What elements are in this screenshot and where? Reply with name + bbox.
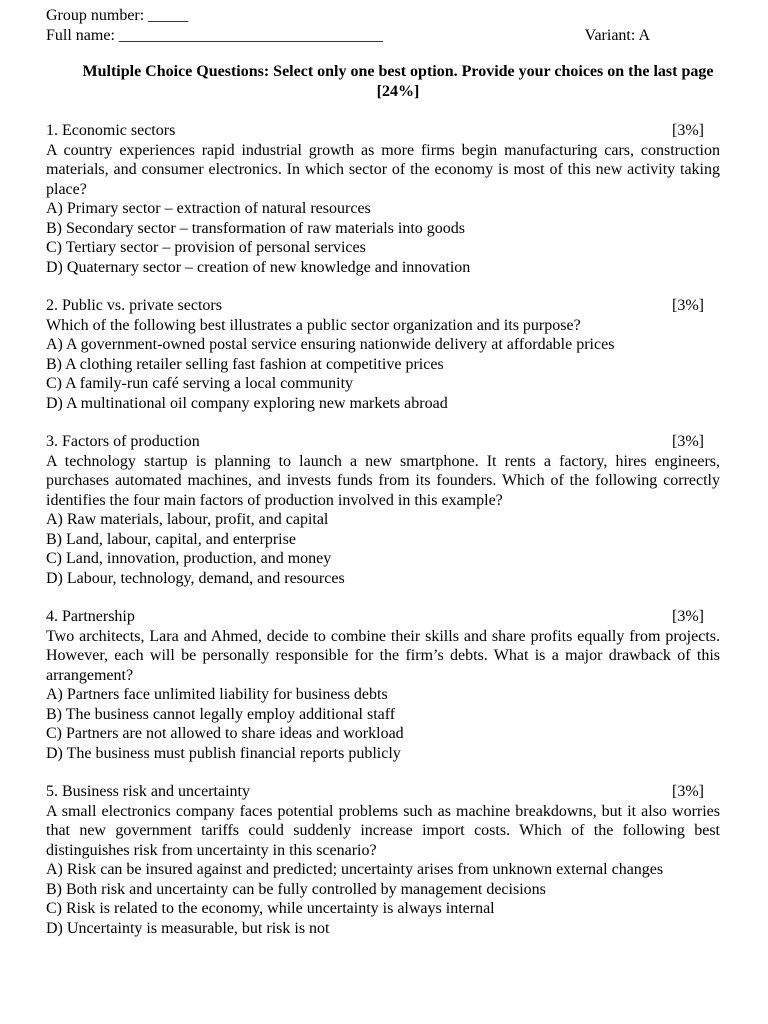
question-header — [46, 121, 720, 141]
question-marks: [3%] — [672, 783, 704, 800]
question-5 — [46, 782, 720, 938]
option-d: D) The business must publish financial reports publicly — [46, 744, 401, 762]
option-b: B) Land, labour, capital, and enterprise — [46, 530, 296, 548]
group-number-field: Group number: _____ — [46, 7, 189, 24]
option-c: C) Tertiary sector – provision of personal services — [46, 239, 366, 256]
option-d: D) Quaternary sector – creation of new knowledge and innovation — [46, 258, 471, 276]
question-title: 3. Factors of production — [46, 433, 200, 450]
question-stem: A small electronics company faces potential problems such as machine breakdowns, but it also worries that new government tariffs could suddenly increase import costs. Which of the following best distinguishes risk from uncertainty in this scenario? — [46, 802, 720, 859]
option-c: C) Risk is related to the economy, while uncertainty is always internal — [46, 900, 495, 917]
exam-page — [46, 6, 720, 938]
option-b: B) The business cannot legally employ additional staff — [46, 705, 396, 723]
option-a: A) Primary sector – extraction of natural resources — [46, 200, 371, 217]
option-d: D) Uncertainty is measurable, but risk is not — [46, 919, 330, 937]
question-stem: Which of the following best illustrates a public sector organization and its purpose? — [46, 316, 581, 334]
option-c: C) Land, innovation, production, and money — [46, 550, 332, 567]
question-1 — [46, 121, 720, 277]
option-b: B) A clothing retailer selling fast fashion at competitive prices — [46, 355, 444, 373]
question-marks: [3%] — [672, 297, 704, 314]
question-header — [46, 296, 720, 316]
question-stem: Two architects, Lara and Ahmed, decide to combine their skills and share profits equally from projects. However, each will be personally responsible for the firm’s debts. What is a major drawback of this arrangement? — [46, 627, 720, 684]
question-4 — [46, 607, 720, 763]
option-d: D) Labour, technology, demand, and resources — [46, 569, 345, 587]
option-b: B) Both risk and uncertainty can be fully controlled by management decisions — [46, 880, 546, 898]
instructions-heading: Multiple Choice Questions: Select only one best option. Provide your choices on the last page [24%] — [82, 63, 714, 100]
full-name-field: Full name: _________________________________ — [46, 27, 383, 44]
question-title: 4. Partnership — [46, 608, 135, 625]
option-a: A) Raw materials, labour, profit, and capital — [46, 511, 329, 528]
option-b: B) Secondary sector – transformation of raw materials into goods — [46, 219, 465, 237]
option-c: C) A family-run café serving a local community — [46, 375, 354, 392]
option-d: D) A multinational oil company exploring new markets abroad — [46, 394, 448, 412]
option-a: A) A government-owned postal service ensuring nationwide delivery at affordable prices — [46, 336, 615, 353]
question-3 — [46, 432, 720, 588]
question-marks: [3%] — [672, 122, 704, 139]
group-number-line — [46, 6, 720, 26]
question-title: 2. Public vs. private sectors — [46, 297, 222, 314]
question-header — [46, 607, 720, 627]
name-variant-line — [46, 26, 720, 46]
question-stem: A technology startup is planning to launch a new smartphone. It rents a factory, hires engineers, purchases automated machines, and invests funds from its founders. Which of the following correctly identifies the four main factors of production involved in this example? — [46, 452, 720, 509]
question-2 — [46, 296, 720, 413]
question-title: 1. Economic sectors — [46, 122, 176, 139]
option-a: A) Partners face unlimited liability for business debts — [46, 686, 388, 703]
question-header — [46, 782, 720, 802]
question-header — [46, 432, 720, 452]
option-c: C) Partners are not allowed to share ideas and workload — [46, 725, 404, 742]
question-marks: [3%] — [672, 608, 704, 625]
question-stem: A country experiences rapid industrial growth as more firms begin manufacturing cars, construction materials, and consumer electronics. In which sector of the economy is most of this new activity taking place? — [46, 141, 720, 198]
question-title: 5. Business risk and uncertainty — [46, 783, 250, 800]
option-a: A) Risk can be insured against and predicted; uncertainty arises from unknown external changes — [46, 861, 664, 878]
variant-label: Variant: A — [584, 27, 650, 44]
question-marks: [3%] — [672, 433, 704, 450]
